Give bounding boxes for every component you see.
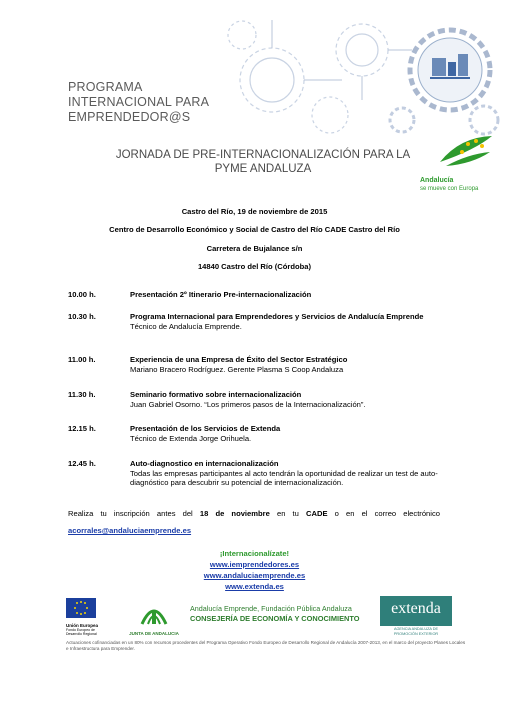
agenda-speaker: Técnico de Andalucía Emprende. xyxy=(130,321,242,331)
andalucia-logo-subtext: se mueve con Europa xyxy=(420,186,479,192)
extenda-subtext-line: AGENCIA ANDALUZA DE xyxy=(393,627,439,631)
link-iemprendedores[interactable]: www.iemprendedores.es xyxy=(209,560,300,569)
junta-andalucia-logo xyxy=(126,596,182,636)
agenda-title: Programa Internacional para Emprendedores y Servicios de Andalucía Emprende xyxy=(130,312,424,321)
agenda-time: 12.15 h. xyxy=(68,424,96,433)
event-street: Carretera de Bujalance s/n xyxy=(206,244,303,253)
extenda-logo-text: extenda xyxy=(391,600,441,617)
eu-logo-subtext: Fondo Europeo de Desarrollo Regional xyxy=(66,628,97,636)
registration-deadline: 18 de noviembre xyxy=(199,509,270,518)
eu-logo-text: Unión Europea xyxy=(66,623,99,628)
junta-shield-icon xyxy=(136,596,172,626)
event-venue: Centro de Desarrollo Económico y Social de Castro del Río CADE Castro del Río xyxy=(109,225,400,234)
ae-logo-text: Andalucía Emprende, Fundación Pública Andaluza xyxy=(190,604,352,613)
extenda-subtext-line: PROMOCIÓN EXTERIOR xyxy=(393,631,439,636)
agenda-speaker: Técnico de Extenda Jorge Orihuela. xyxy=(130,433,252,443)
agenda-time: 10.30 h. xyxy=(68,312,96,321)
agenda-time: 11.00 h. xyxy=(68,355,96,364)
cofinancing-note: Actuaciones cofinanciadas en un 80% con recursos procedentes del Programa Operativo Fondo Europeo de Desarrollo Regional de Andalucía 2007-2013, en el marco del proyecto Planes Locales e Infraestructura para Emprender. xyxy=(66,640,466,651)
agenda-speaker: Juan Gabriel Osorno. “Los primeros pasos de la Internacionalización”. xyxy=(130,399,366,409)
andalucia-logo-text: Andalucía xyxy=(420,177,454,184)
program-title-line: PROGRAMA xyxy=(68,80,143,94)
agenda-time: 11.30 h. xyxy=(68,390,96,399)
registration-email-row xyxy=(68,525,440,536)
event-title-line: JORNADA DE PRE-INTERNACIONALIZACIÓN PARA LA xyxy=(115,149,411,161)
registration-place: CADE xyxy=(306,509,328,518)
agenda-title: Auto-diagnostico en internacionalización xyxy=(130,459,279,468)
registration-text-part: Realiza tu inscripción antes del xyxy=(68,509,200,518)
link-andaluciaemprende[interactable]: www.andaluciaemprende.es xyxy=(203,571,306,580)
eu-flag-icon xyxy=(66,598,96,618)
sponsor-logos xyxy=(0,596,509,640)
agenda-description: Todas las empresas participantes al acto tendrán la oportunidad de realizar un test de auto-diagnóstico para descubrir su potencial de internacionalización. xyxy=(130,468,438,487)
registration-text-part: o en el correo electrónico xyxy=(327,509,440,518)
andalucia-leaf-icon xyxy=(420,132,500,172)
event-title xyxy=(108,148,418,176)
link-extenda[interactable]: www.extenda.es xyxy=(225,582,284,591)
andalucia-europe-logo xyxy=(420,132,500,194)
ae-logo-ministry: CONSEJERÍA DE ECONOMÍA Y CONOCIMIENTO xyxy=(190,614,360,623)
extenda-logo-subtext xyxy=(380,627,452,636)
gears-icon xyxy=(212,10,502,145)
agenda-speaker: Mariano Bracero Rodríguez. Gerente Plasma S Coop Andaluza xyxy=(130,364,344,374)
junta-logo-text: JUNTA DE ANDALUCIA xyxy=(129,631,179,636)
program-title xyxy=(68,80,209,125)
agenda-title: Experiencia de una Empresa de Éxito del Sector Estratégico xyxy=(130,355,348,364)
event-title-line: PYME ANDALUZA xyxy=(214,163,312,175)
agenda-time: 12.45 h. xyxy=(68,459,96,468)
registration-text xyxy=(68,508,440,519)
event-city: 14840 Castro del Río (Córdoba) xyxy=(197,262,312,271)
program-title-line: EMPRENDEDOR@S xyxy=(68,110,191,124)
event-date: Castro del Río, 19 de noviembre de 2015 xyxy=(181,207,328,216)
eu-logo xyxy=(66,598,106,636)
agenda-title: Presentación 2º Itinerario Pre-internacionalización xyxy=(130,290,312,299)
registration-email-link[interactable]: acorrales@andaluciaemprende.es xyxy=(68,526,192,535)
agenda-title: Seminario formativo sobre internacionalización xyxy=(130,390,302,399)
agenda-time: 10.00 h. xyxy=(68,290,96,299)
program-title-line: INTERNACIONAL PARA xyxy=(68,95,210,109)
links-block xyxy=(0,548,509,592)
registration-text-part: en tu xyxy=(269,509,306,518)
agenda-title: Presentación de los Servicios de Extenda xyxy=(130,424,281,433)
extenda-logo xyxy=(380,596,452,626)
andalucia-emprende-logo xyxy=(190,604,370,624)
tagline: ¡Internacionalízate! xyxy=(219,549,290,558)
